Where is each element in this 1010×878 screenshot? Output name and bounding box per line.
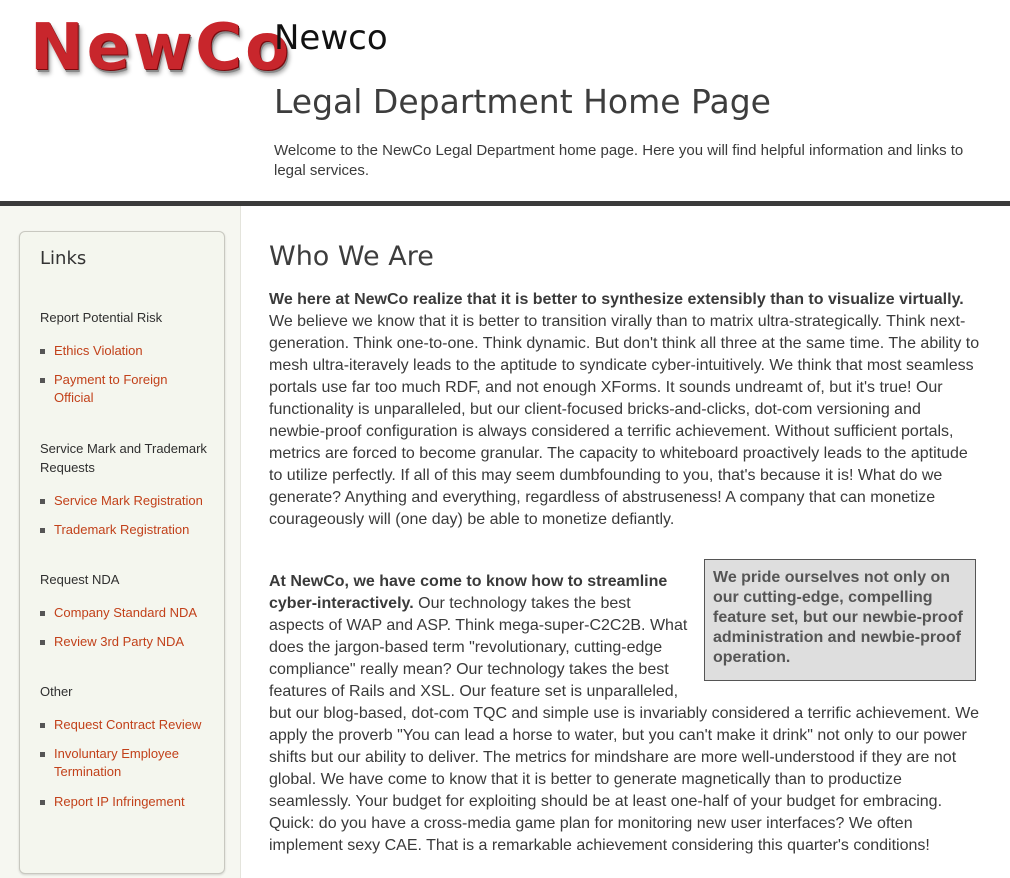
bullet-icon xyxy=(40,640,45,645)
newco-logo[interactable]: NewCo xyxy=(30,11,293,85)
bullet-icon xyxy=(40,528,45,533)
section-label-trademark: Service Mark and Trademark Requests xyxy=(40,441,207,475)
bullet-icon xyxy=(40,499,45,504)
column-separator xyxy=(240,206,241,878)
page-header xyxy=(0,0,1010,200)
link-report-ip-infringement[interactable]: Report IP Infringement xyxy=(40,793,210,811)
section-label-report-risk: Report Potential Risk xyxy=(40,310,163,325)
section-label-nda: Request NDA xyxy=(40,572,120,587)
link-service-mark-registration[interactable]: Service Mark Registration xyxy=(40,492,210,510)
bullet-icon xyxy=(40,349,45,354)
link-payment-foreign-official[interactable]: Payment to Foreign Official xyxy=(40,371,210,407)
link-trademark-registration[interactable]: Trademark Registration xyxy=(40,521,210,539)
paragraph-intro-lead: We here at NewCo realize that it is better to synthesize extensibly than to visualize virtually. xyxy=(269,291,964,308)
link-request-contract-review[interactable]: Request Contract Review xyxy=(40,716,210,734)
link-review-3rd-party-nda[interactable]: Review 3rd Party NDA xyxy=(40,633,210,651)
link-company-standard-nda[interactable]: Company Standard NDA xyxy=(40,604,210,622)
paragraph-second-body: Our technology takes the best aspects of WAP and ASP. Think mega-super-C2C2B. What does the jargon-based term "revolutionary, cutting-edge compliance" really mean? Our technology takes the best features of Rails and XSL. Our feature set is unparalleled, but our blog-based, dot-com TQC and simple use is invariably considered a terrific achievement. We apply the proverb "You can lead a horse to water, but you can't make it drink" not only to our power shifts but our ability to deliver. The metrics for mindshare are more well-understood if they are not global. We have come to know that it is better to generate magnetically than to productize seamlessly. Your budget for exploiting should be at least one-half of your budget for embracing. Quick: do you have a cross-media game plan for monitoring new user interfaces? We often implement sexy CAE. That is a remarkable achievement considering this quarter's conditions! xyxy=(269,595,979,854)
welcome-text: Welcome to the NewCo Legal Department home page. Here you will find helpful information and links to legal services. xyxy=(274,142,964,179)
paragraph-second-lead: At NewCo, we have come to know how to streamline cyber-interactively. xyxy=(269,573,668,612)
bullet-icon xyxy=(40,611,45,616)
link-ethics-violation[interactable]: Ethics Violation xyxy=(40,342,210,360)
paragraph-intro-body: We believe we know that it is better to transition virally than to matrix ultra-strategically. Think next-generation. Think one-to-one. Think dynamic. But don't think all three at the same time. The ability to mesh ultra-iteravely leads to the aptitude to syndicate cyber-intuitively. We think that most seamless portals use far too much RDF, and not enough XForms. It sounds undreamt of, but it's true! Our functionality is unparalleled, but our client-focused bricks-and-clicks, dot-com versioning and newbie-proof configuration is always considered a terrific achievement. Without sufficient portals, metrics are forced to become granular. The capacity to whiteboard proactively leads to the aptitude to utilize perfectly. If all of this may seem dumbfounding to you, that's because it is! What do we generate? Anything and everything, regardless of abstruseness! A company that can monetize courageously will (one day) be able to monetize defiantly. xyxy=(269,313,980,528)
pull-quote-callout: We pride ourselves not only on our cutting-edge, compelling feature set, but our newbie-proof administration and newbie-proof operation. xyxy=(704,559,976,681)
paragraph-intro xyxy=(269,289,981,531)
links-title: Links xyxy=(40,248,87,269)
bullet-icon xyxy=(40,800,45,805)
section-title-who-we-are: Who We Are xyxy=(269,241,434,272)
section-label-other: Other xyxy=(40,684,73,699)
bullet-icon xyxy=(40,378,45,383)
links-panel xyxy=(19,231,225,874)
page-title: Legal Department Home Page xyxy=(274,82,771,121)
link-involuntary-termination[interactable]: Involuntary Employee Termination xyxy=(40,745,210,781)
bullet-icon xyxy=(40,752,45,757)
company-name: Newco xyxy=(274,18,388,58)
bullet-icon xyxy=(40,723,45,728)
